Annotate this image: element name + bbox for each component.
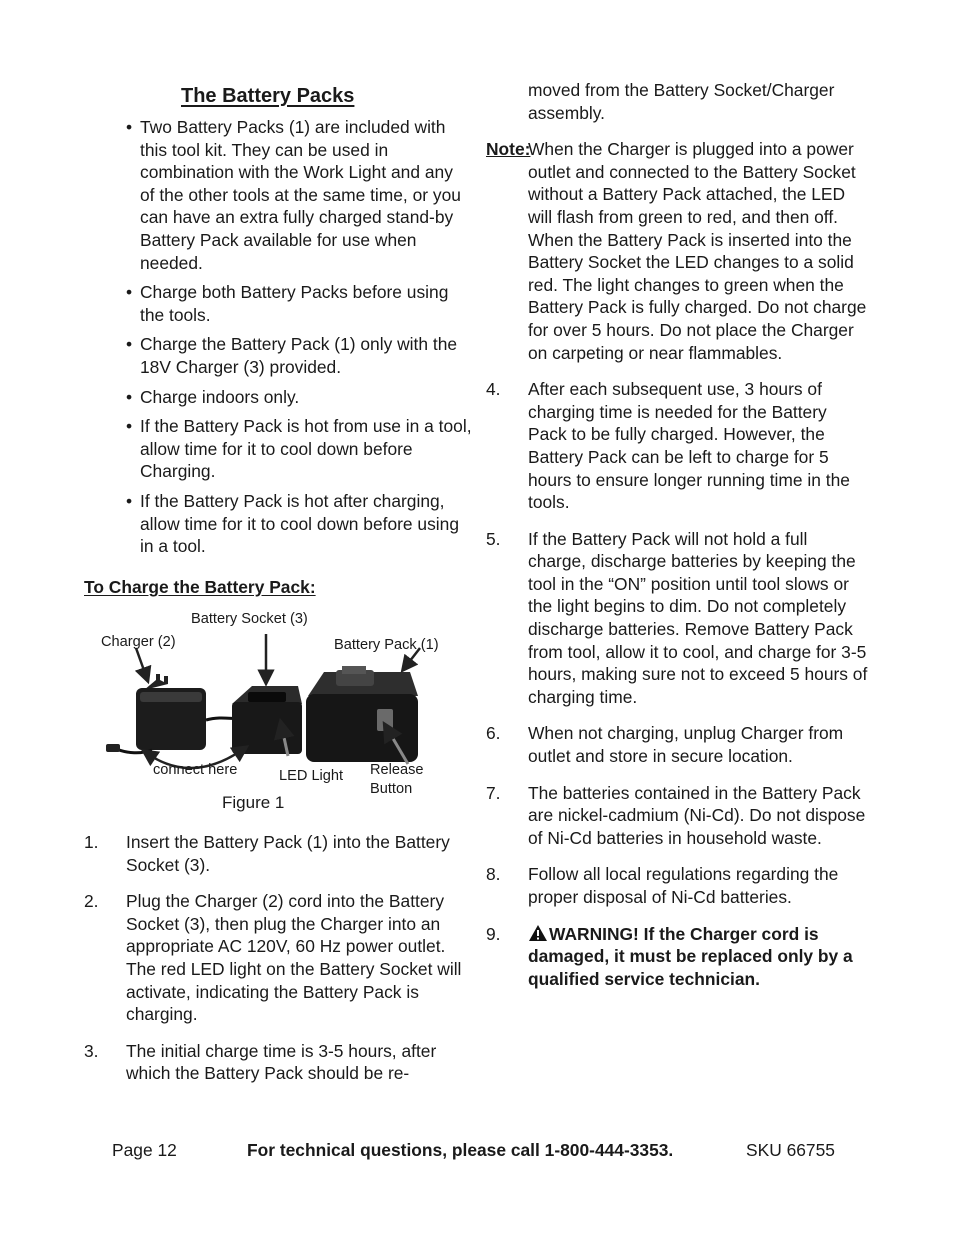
bullet-item: • Charge the Battery Pack (1) only with the 18V Charger (3) provided.	[124, 333, 472, 378]
step-number: 2.	[84, 891, 99, 912]
bullet-item: • If the Battery Pack is hot after charging, allow time for it to cool down before using in a tool.	[124, 490, 472, 558]
step-text: When not charging, unplug Charger from outlet and store in secure location.	[528, 723, 844, 767]
step-number: 5.	[486, 528, 501, 549]
right-column	[486, 79, 870, 1004]
figure-1	[92, 604, 462, 826]
note-label: Note:	[486, 139, 531, 160]
step-number: 4.	[486, 379, 501, 400]
bullet-item: • Charge both Battery Packs before using the tools.	[124, 281, 472, 326]
step-item	[84, 1040, 470, 1085]
charge-subtitle: To Charge the Battery Pack:	[84, 577, 316, 597]
step-text: The initial charge time is 3-5 hours, after which the Battery Pack should be re-	[126, 1040, 437, 1084]
step-item	[84, 890, 470, 1026]
step-number: 6.	[486, 723, 501, 744]
battery-pack-label: Battery Pack (1)	[334, 637, 439, 653]
step-item	[84, 831, 470, 876]
step-text: Follow all local regulations regarding the proper disposal of Ni-Cd batteries.	[528, 864, 839, 907]
step-text: After each subsequent use, 3 hours of charging time is needed for the Battery Pack to be fully charged. However, the Battery Pack can be left to charge for 5 hours to ensure longer running time in the tools.	[528, 379, 850, 513]
note-block	[486, 138, 870, 364]
battery-socket-label: Battery Socket (3)	[191, 611, 308, 627]
step-text: If the Battery Pack will not hold a full charge, discharge batteries by keeping the tool in the “ON” position until tool slows or the light begins to dim. Do not completely discharge batteries. Remove Battery Pack from tool, allow it to cool, and charge for 3-5 hours, making sure not to exceed 5 hours of charging time.	[528, 528, 868, 707]
steps-left-column	[84, 831, 470, 1099]
battery-pack-bullet-list	[124, 116, 472, 565]
release-label: Release	[370, 762, 424, 778]
footer-support-text: For technical questions, please call 1-800-444-3353.	[247, 1140, 674, 1160]
warning-text: WARNING! If the Charger cord is damaged, it must be replaced only by a qualified service technician.	[528, 923, 853, 989]
step-number: 9.	[486, 923, 501, 944]
step-3-continuation: moved from the Battery Socket/Charger assembly.	[528, 80, 835, 123]
bullet-item: • Two Battery Packs (1) are included with this tool kit. They can be used in combination with the Work Light and any of the other tools at the same time, or you can have an extra fully charged stand-by Battery Pack available for use when needed.	[124, 116, 472, 274]
warning-text-block	[528, 923, 870, 991]
button-label: Button	[370, 781, 413, 797]
charger-label: Charger (2)	[101, 634, 176, 650]
step-item	[486, 528, 870, 709]
step-number: 8.	[486, 864, 501, 885]
footer-page-number: Page 12	[112, 1140, 177, 1160]
step-text: Plug the Charger (2) cord into the Battery Socket (3), then plug the Charger into an appropriate AC 120V, 60 Hz power outlet. The red LED light on the Battery Socket will activate, indicating the Battery Pack is charging.	[126, 891, 462, 1025]
step-number: 7.	[486, 782, 501, 803]
battery-pack-illustration	[306, 666, 418, 762]
warning-step	[486, 923, 870, 991]
footer-sku: SKU 66755	[746, 1140, 835, 1160]
socket-illustration	[232, 686, 302, 754]
step-item	[486, 782, 870, 850]
section-title: The Battery Packs	[181, 85, 355, 107]
note-text: When the Charger is plugged into a power outlet and connected to the Battery Socket without a Battery Pack attached, the LED will flash from green to red, and then off. When the Battery Pack is inserted into the Battery Socket the LED changes to a solid red. The light changes to green when the Battery Pack is fully charged. Do not charge for over 5 hours. Do not place the Charger on carpeting or near flammables.	[528, 139, 867, 363]
step-text: Insert the Battery Pack (1) into the Battery Socket (3).	[126, 832, 450, 875]
step-item	[486, 378, 870, 514]
connect-here-label: connect here	[153, 762, 238, 778]
figure-caption: Figure 1	[222, 793, 285, 812]
bullet-item: • Charge indoors only.	[124, 386, 472, 409]
warning-triangle-icon	[528, 924, 548, 942]
step-text: The batteries contained in the Battery Pack are nickel-cadmium (Ni-Cd). Do not dispose of Ni-Cd batteries in household waste.	[528, 782, 866, 848]
led-light-label: LED Light	[279, 768, 344, 784]
step-item	[486, 863, 870, 908]
step-number: 1.	[84, 832, 99, 852]
step-item	[486, 722, 870, 767]
step-number: 3.	[84, 1040, 99, 1061]
bullet-item: • If the Battery Pack is hot from use in a tool, allow time for it to cool down before Charging.	[124, 415, 472, 483]
